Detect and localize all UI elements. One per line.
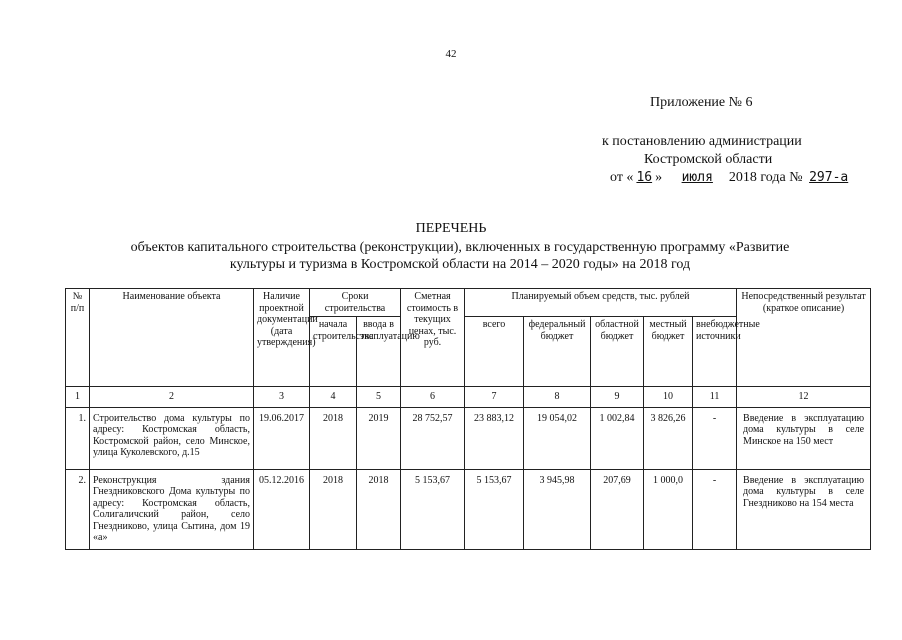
resolution-date-mid: » xyxy=(655,170,663,185)
header-planned: Планируемый объем средств, тыс. рублей xyxy=(465,289,737,317)
row-federal: 3 945,98 xyxy=(524,469,591,549)
column-number: 1 xyxy=(66,387,90,408)
row-cost: 28 752,57 xyxy=(401,407,465,469)
header-start: начала строительства xyxy=(310,317,357,387)
column-number: 2 xyxy=(90,387,254,408)
resolution-day: 16 xyxy=(636,170,653,185)
header-commission: ввода в эксплуатацию xyxy=(357,317,401,387)
row-num: 2. xyxy=(66,469,90,549)
row-start: 2018 xyxy=(310,407,357,469)
header-local: местный бюджет xyxy=(644,317,693,387)
row-result: Введение в эксплуатацию дома культуры в селе Минское на 150 мест xyxy=(737,407,871,469)
header-federal: федеральный бюджет xyxy=(524,317,591,387)
row-cost: 5 153,67 xyxy=(401,469,465,549)
row-regional: 207,69 xyxy=(591,469,644,549)
column-number: 10 xyxy=(644,387,693,408)
row-commission: 2019 xyxy=(357,407,401,469)
column-number: 8 xyxy=(524,387,591,408)
resolution-date-prefix: от « xyxy=(610,170,634,185)
resolution-line-3 xyxy=(610,170,851,186)
header-result: Непосредственный результат (краткое описание) xyxy=(737,289,871,387)
row-result: Введение в эксплуатацию дома культуры в селе Гнездниково на 154 места xyxy=(737,469,871,549)
row-regional: 1 002,84 xyxy=(591,407,644,469)
column-number: 6 xyxy=(401,387,465,408)
row-docs: 05.12.2016 xyxy=(254,469,310,549)
row-total: 23 883,12 xyxy=(465,407,524,469)
row-num: 1. xyxy=(66,407,90,469)
column-number: 7 xyxy=(465,387,524,408)
header-terms: Сроки строительства xyxy=(310,289,401,317)
column-number: 11 xyxy=(693,387,737,408)
row-local: 1 000,0 xyxy=(644,469,693,549)
header-regional: областной бюджет xyxy=(591,317,644,387)
table-row xyxy=(66,469,871,549)
column-number-row xyxy=(66,387,871,408)
resolution-line-2: Костромской области xyxy=(644,152,773,167)
resolution-line-1: к постановлению администрации xyxy=(602,134,802,149)
row-local: 3 826,26 xyxy=(644,407,693,469)
resolution-month: июля xyxy=(681,170,713,185)
objects-table xyxy=(65,288,871,550)
header-num: № п/п xyxy=(66,289,90,387)
table-header-row xyxy=(66,289,871,317)
row-offbudget: - xyxy=(693,469,737,549)
header-docs: Наличие проектной документации (дата утверждения) xyxy=(254,289,310,387)
table-row xyxy=(66,407,871,469)
document-heading: ПЕРЕЧЕНЬ xyxy=(415,221,487,236)
appendix-title: Приложение № 6 xyxy=(650,95,753,110)
document-subheading: объектов капитального строительства (реконструкции), включенных в государственную программу «Развитие культуры и туризма в Костромской области на 2014 – 2020 годы» на 2018 год xyxy=(130,240,790,272)
page-number: 42 xyxy=(445,48,457,60)
column-number: 3 xyxy=(254,387,310,408)
row-name: Реконструкция здания Гнездниковского Дома культуры по адресу: Костромская область, Солигаличский район, село Гнездниково, улица Сытина, дом 19 «а» xyxy=(90,469,254,549)
resolution-year: 2018 года № xyxy=(728,170,803,185)
header-name: Наименование объекта xyxy=(90,289,254,387)
column-number: 4 xyxy=(310,387,357,408)
row-offbudget: - xyxy=(693,407,737,469)
resolution-number: 297-а xyxy=(809,170,849,185)
header-cost: Сметная стоимость в текущих ценах, тыс. руб. xyxy=(401,289,465,387)
row-start: 2018 xyxy=(310,469,357,549)
row-federal: 19 054,02 xyxy=(524,407,591,469)
column-number: 12 xyxy=(737,387,871,408)
column-number: 5 xyxy=(357,387,401,408)
row-commission: 2018 xyxy=(357,469,401,549)
column-number: 9 xyxy=(591,387,644,408)
row-total: 5 153,67 xyxy=(465,469,524,549)
row-docs: 19.06.2017 xyxy=(254,407,310,469)
header-total: всего xyxy=(465,317,524,387)
header-offbudget: внебюджетные источники xyxy=(693,317,737,387)
row-name: Строительство дома культуры по адресу: Костромская область, Костромской район, село Минское, улица Куколевского, д.15 xyxy=(90,407,254,469)
